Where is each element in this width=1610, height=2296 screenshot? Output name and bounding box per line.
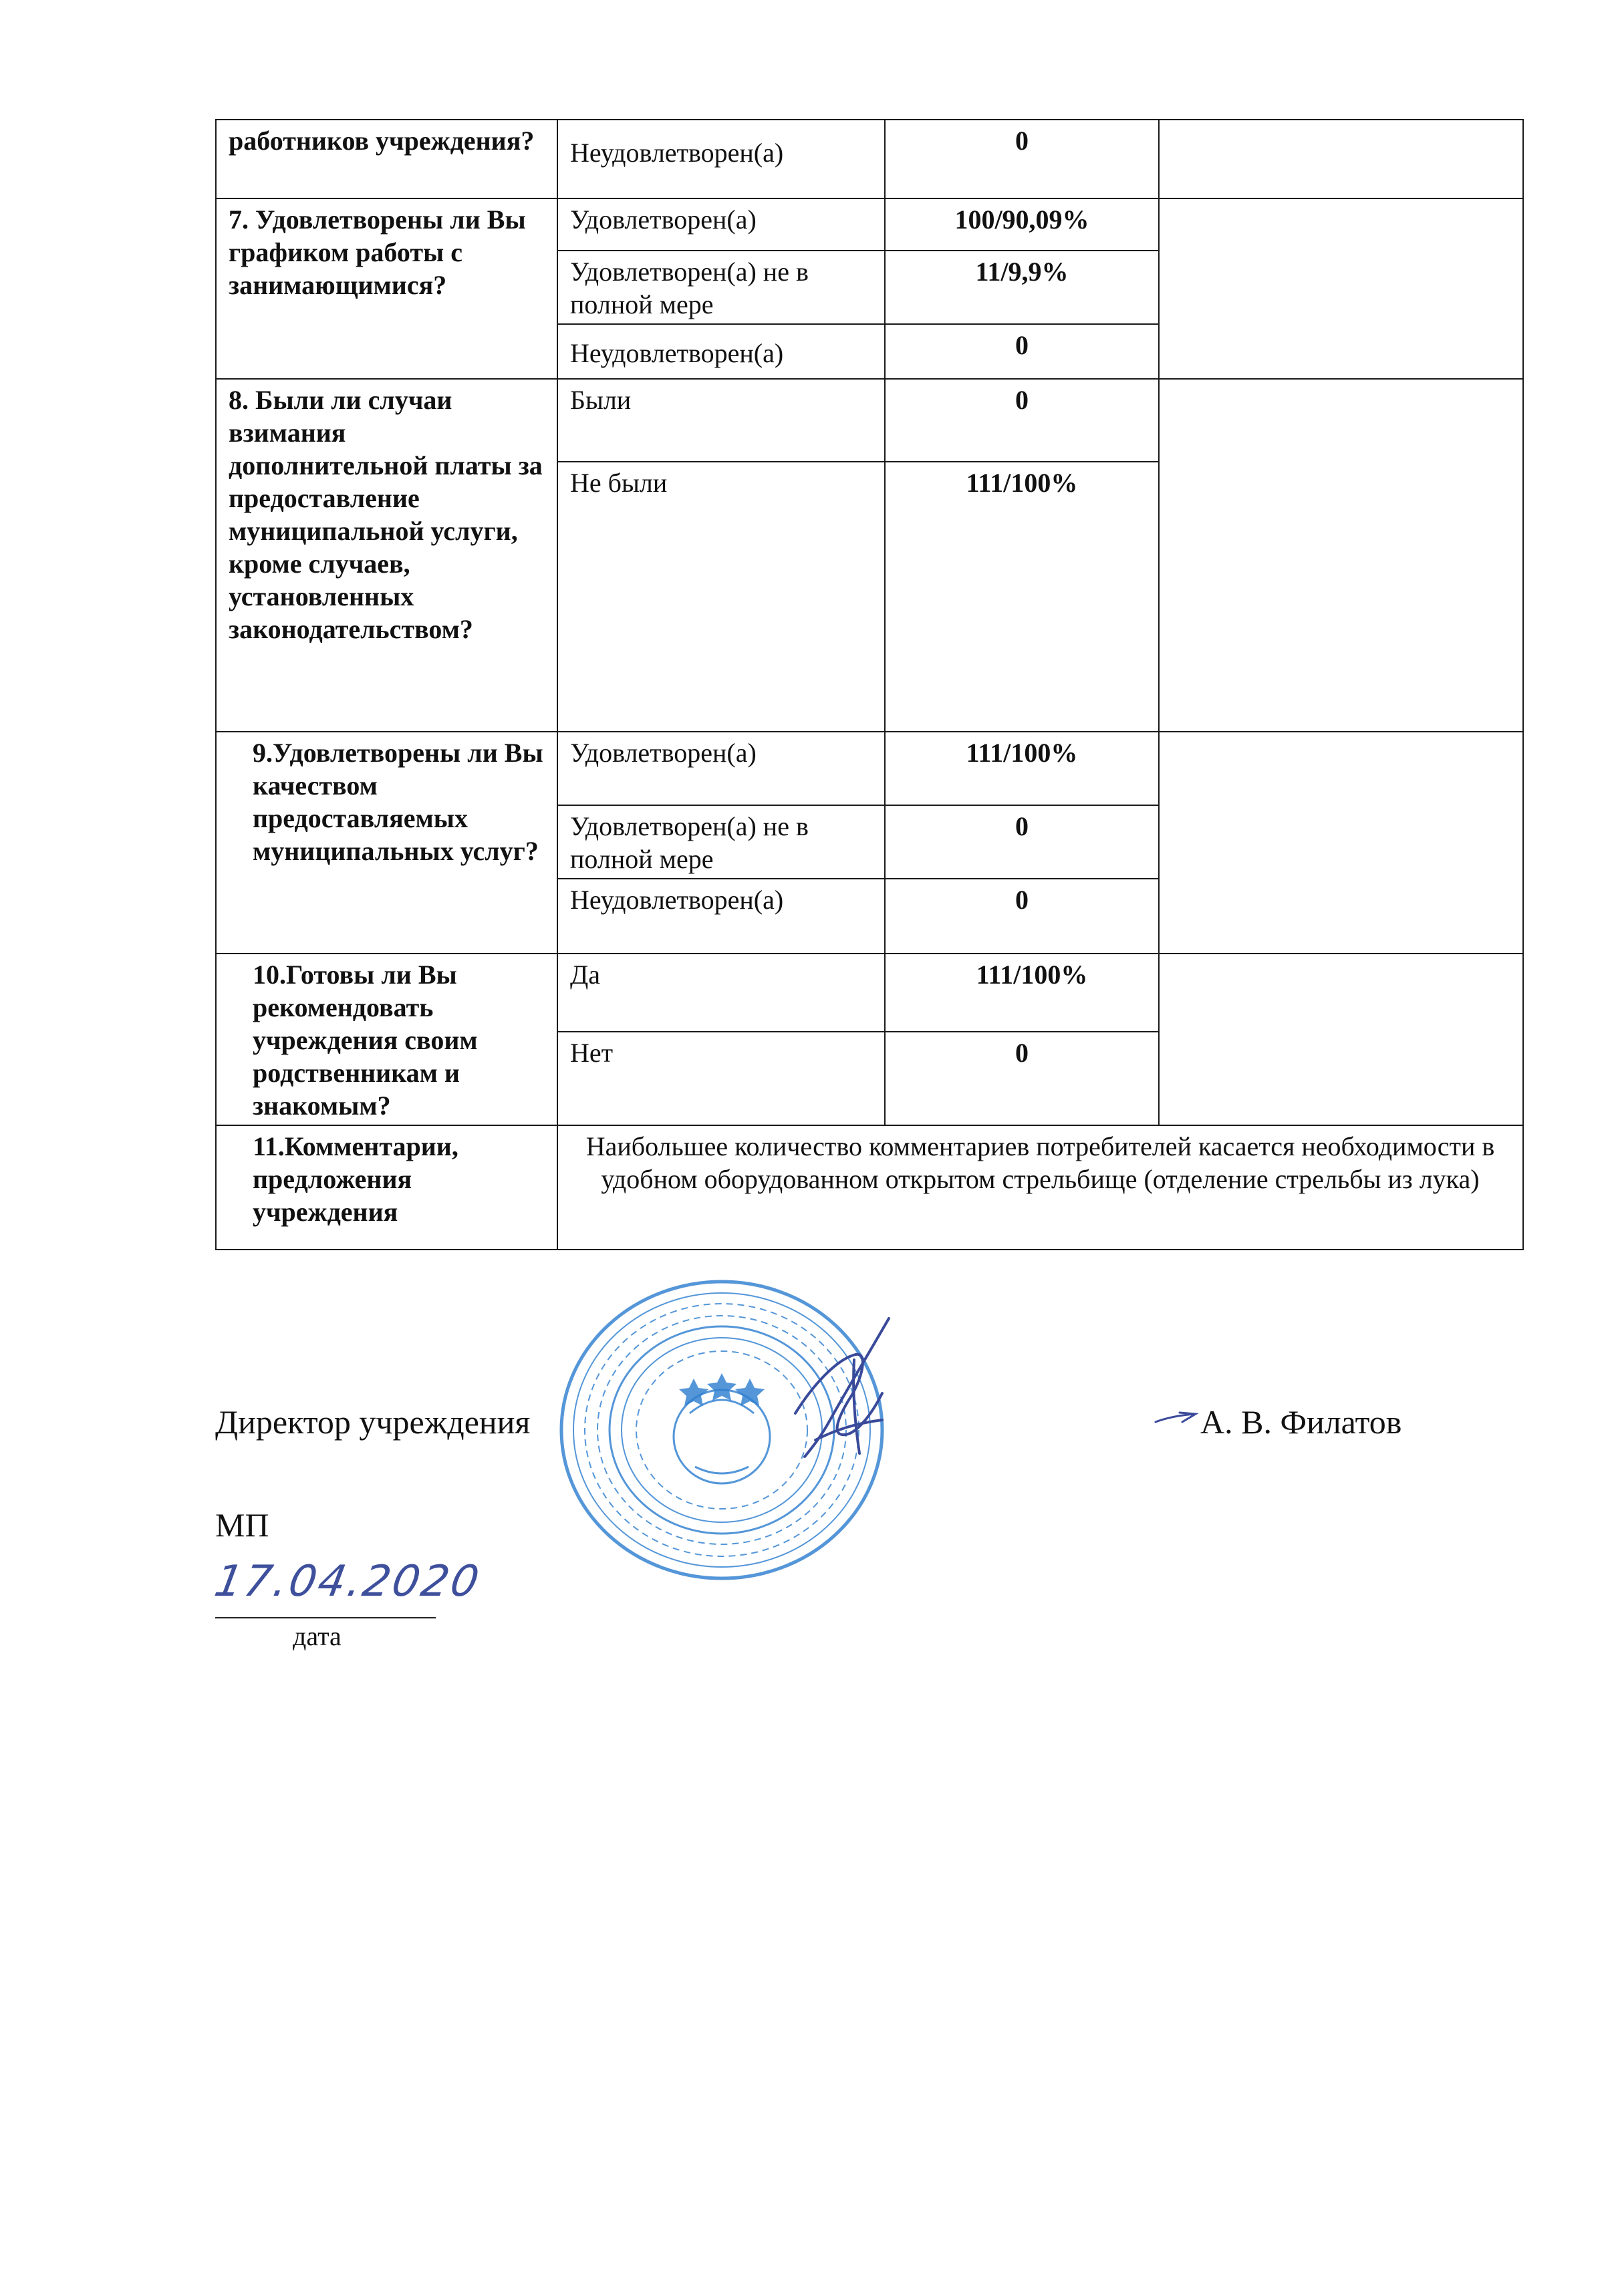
date-underline xyxy=(215,1617,436,1618)
director-signature xyxy=(775,1313,902,1467)
notes-cell xyxy=(1159,198,1523,379)
answer-option: Были xyxy=(557,379,885,462)
answer-value: 0 xyxy=(885,805,1159,879)
answer-option: Не были xyxy=(557,462,885,732)
table-row xyxy=(216,1125,1523,1250)
director-label: Директор учреждения xyxy=(215,1403,531,1441)
question-cell: 8. Были ли случаи взимания дополнительной платы за предоставление муниципальной услуги, кроме случаев, установленных законодательством? xyxy=(216,379,557,732)
answer-option: Неудовлетворен(а) xyxy=(557,879,885,954)
table-row xyxy=(216,954,1523,1032)
notes-cell xyxy=(1159,732,1523,954)
seal-label: МП xyxy=(215,1506,269,1544)
answer-option: Да xyxy=(557,954,885,1032)
answer-value: 111/100% xyxy=(885,462,1159,732)
answer-value: 100/90,09% xyxy=(885,198,1159,251)
handwritten-date: 17.04.2020 xyxy=(211,1557,485,1606)
answer-option: Удовлетворен(а) xyxy=(557,732,885,805)
answer-value: 0 xyxy=(885,879,1159,954)
answer-option: Неудовлетворен(а) xyxy=(557,120,885,198)
date-caption: дата xyxy=(293,1621,342,1651)
table-row xyxy=(216,732,1523,805)
answer-option: Удовлетворен(а) не в полной мере xyxy=(557,251,885,324)
notes-cell xyxy=(1159,120,1523,198)
answer-option: Удовлетворен(а) не в полной мере xyxy=(557,805,885,879)
comment-cell: Наибольшее количество комментариев потребителей касается необходимости в удобном оборудованном открытом стрельбище (отделение стрельбы из лука) xyxy=(557,1125,1523,1250)
answer-value: 0 xyxy=(885,324,1159,379)
table-row xyxy=(216,198,1523,251)
table-row xyxy=(216,120,1523,198)
question-cell: 7. Удовлетворены ли Вы графиком работы с занимающимися? xyxy=(216,198,557,379)
answer-value: 0 xyxy=(885,120,1159,198)
signature-tick xyxy=(1153,1409,1200,1429)
table-row xyxy=(216,379,1523,462)
answer-value: 0 xyxy=(885,379,1159,462)
answer-value: 111/100% xyxy=(885,732,1159,805)
question-cell: 9.Удовлетворены ли Вы качеством предоставляемых муниципальных услуг? xyxy=(216,732,557,954)
answer-option: Нет xyxy=(557,1032,885,1125)
question-cell: работников учреждения? xyxy=(216,120,557,198)
question-cell: 11.Комментарии, предложения учреждения xyxy=(216,1125,557,1250)
answer-value: 111/100% xyxy=(885,954,1159,1032)
answer-value: 0 xyxy=(885,1032,1159,1125)
survey-results-table xyxy=(215,119,1524,1250)
answer-option: Неудовлетворен(а) xyxy=(557,324,885,379)
answer-value: 11/9,9% xyxy=(885,251,1159,324)
notes-cell xyxy=(1159,379,1523,732)
notes-cell xyxy=(1159,954,1523,1125)
director-name: А. В. Филатов xyxy=(1200,1403,1402,1441)
answer-option: Удовлетворен(а) xyxy=(557,198,885,251)
question-cell: 10.Готовы ли Вы рекомендовать учреждения своим родственникам и знакомым? xyxy=(216,954,557,1125)
